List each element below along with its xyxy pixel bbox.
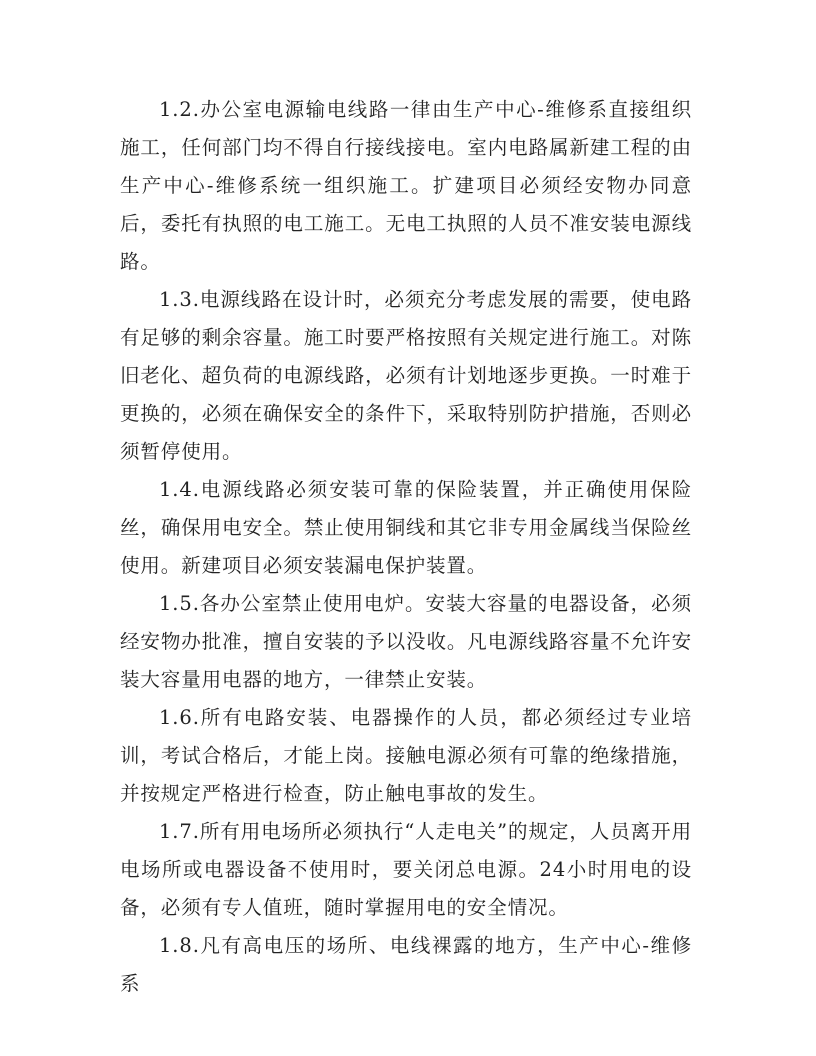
clause-number: 1.6. [159, 706, 200, 729]
paragraph-1-6 [120, 699, 692, 813]
clause-number: 1.3. [159, 288, 200, 311]
paragraph-1-7 [120, 813, 692, 927]
paragraph-1-5 [120, 585, 692, 699]
clause-number: 1.5. [159, 592, 200, 615]
clause-number: 1.4. [159, 478, 200, 501]
clause-number: 1.8. [159, 934, 200, 957]
clause-number: 1.7. [159, 820, 200, 843]
clause-text: 所有电路安装、电器操作的人员，都必须经过专业培训，考试合格后，才能上岗。接触电源必须有可靠的绝缘措施，并按规定严格进行检查，防止触电事故的发生。 [120, 706, 692, 805]
clause-text: 电源线路在设计时，必须充分考虑发展的需要，使电路有足够的剩余容量。施工时要严格按照有关规定进行施工。对陈旧老化、超负荷的电源线路，必须有计划地逐步更换。一时难于更换的，必须在确保安全的条件下，采取特别防护措施，否则必须暂停使用。 [120, 288, 692, 463]
clause-text: 各办公室禁止使用电炉。安装大容量的电器设备，必须经安物办批准，擅自安装的予以没收。凡电源线路容量不允许安装大容量用电器的地方，一律禁止安装。 [120, 592, 692, 691]
paragraph-1-4 [120, 471, 692, 585]
paragraph-1-8 [120, 927, 692, 1003]
paragraph-1-3 [120, 281, 692, 471]
clause-number: 1.2. [159, 98, 200, 121]
clause-text: 凡有高电压的场所、电线裸露的地方，生产中心-维修系 [120, 934, 692, 995]
paragraph-1-2 [120, 91, 692, 281]
document-page [120, 91, 692, 1003]
clause-text: 电源线路必须安装可靠的保险装置，并正确使用保险丝，确保用电安全。禁止使用铜线和其它非专用金属线当保险丝使用。新建项目必须安装漏电保护装置。 [120, 478, 692, 577]
clause-text: 办公室电源输电线路一律由生产中心-维修系直接组织施工，任何部门均不得自行接线接电。室内电路属新建工程的由生产中心-维修系统一组织施工。扩建项目必须经安物办同意后，委托有执照的电工施工。无电工执照的人员不准安装电源线路。 [120, 98, 692, 273]
clause-text: 所有用电场所必须执行“人走电关”的规定，人员离开用电场所或电器设备不使用时，要关闭总电源。24小时用电的设备，必须有专人值班，随时掌握用电的安全情况。 [120, 820, 692, 919]
